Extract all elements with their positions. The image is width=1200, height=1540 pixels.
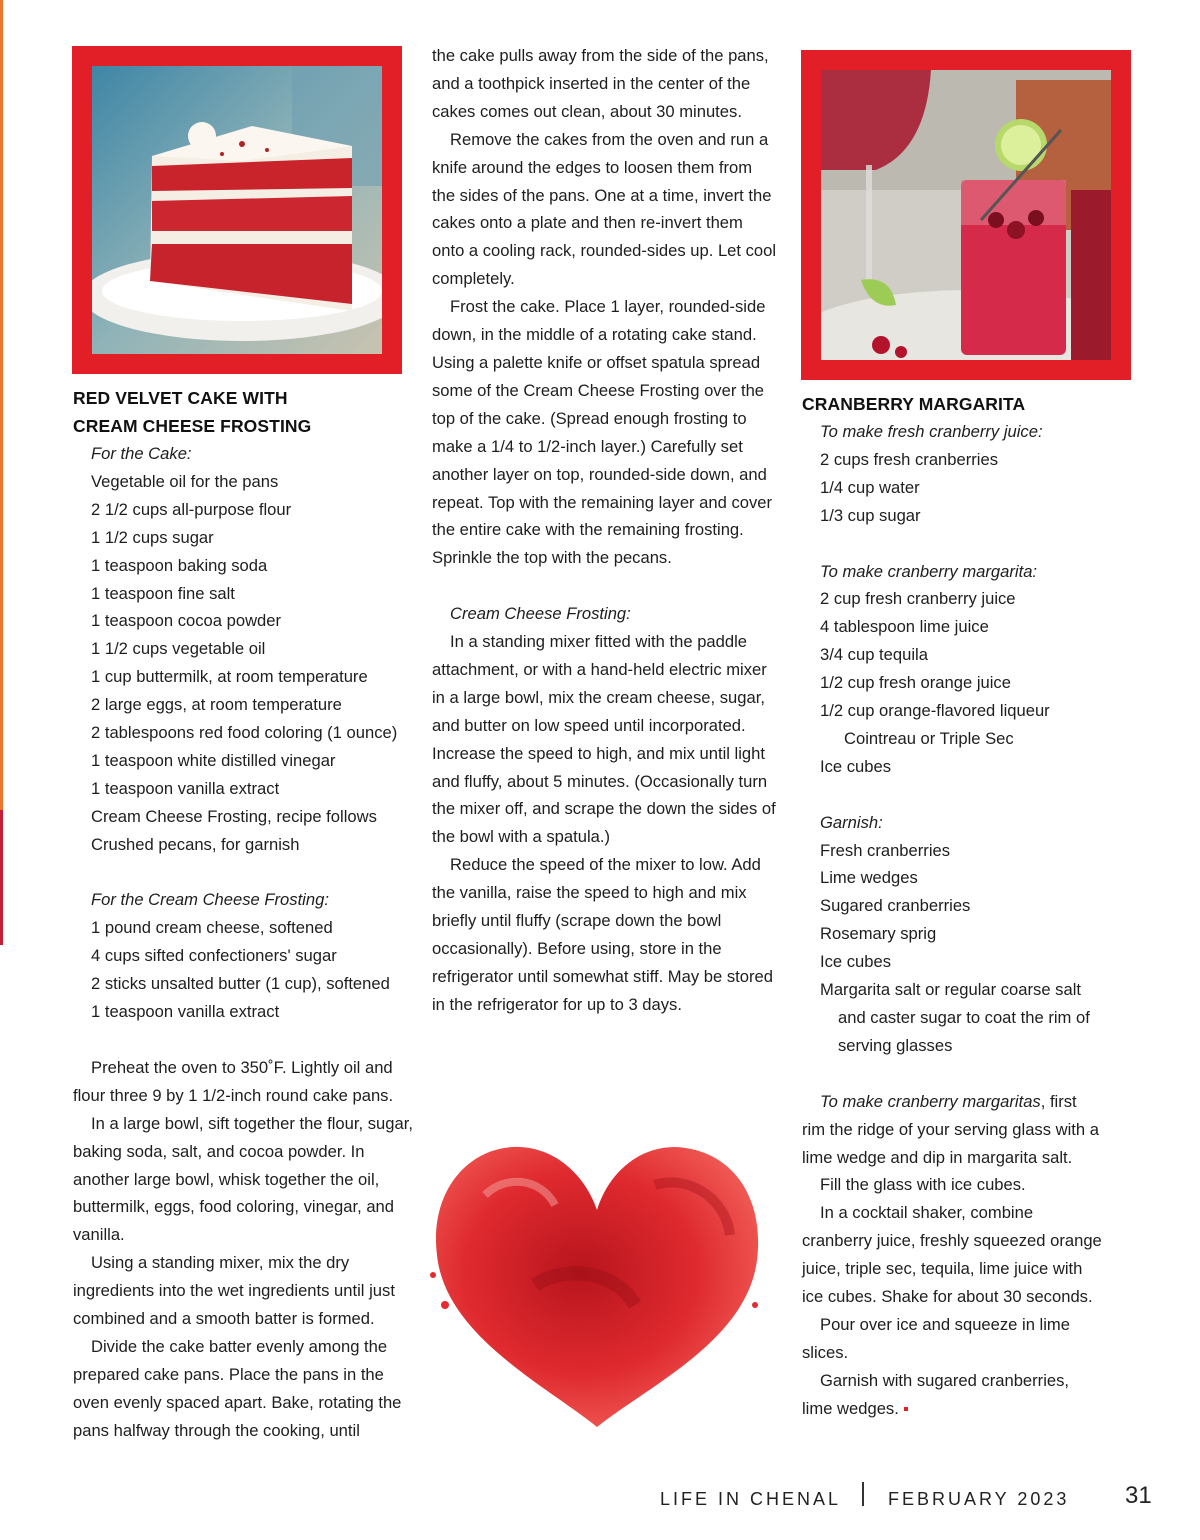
list-item: Cream Cheese Frosting, recipe follows [91,806,377,826]
list-item: 1/2 cup orange-flavored liqueur [820,701,1050,721]
list-item-continued: Cointreau or Triple Sec [844,728,1014,748]
margarita-subheading: To make cranberry margarita: [820,561,1038,581]
list-item: 4 tablespoon lime juice [820,617,989,637]
frosting-step-2: Reduce the speed of the mixer to low. Add the vanilla, raise the speed to high and mix briefly until fluffy (scrape down the bowl occasionally). Before using, store in the refrigerator until somewhat stiff. May be stored in the refrigerator for up to 3 days. [432,855,773,1014]
cake-step-6: Frost the cake. Place 1 layer, rounded-side down, in the middle of a rotating cake stand. Using a palette knife or offset spatula spread some of the Cream Cheese Frosting over the top of the cake. (Spread enough frosting to make a 1/4 to 1/2-inch layer.) Carefully set another layer on top, rounded-side down, and repeat. Top with the remaining layer and cover the entire cake with the remaining frosting. Sprinkle the top with the pecans. [432,297,773,568]
frosting-method-heading: Cream Cheese Frosting: [450,604,631,624]
frosting-ingredient-list [73,914,418,1026]
juice-subheading: To make fresh cranberry juice: [820,422,1043,441]
garnish-list [802,837,1102,1060]
list-item: 1 teaspoon fine salt [91,583,235,603]
list-item-continued: and caster sugar to coat the rim of serving glasses [838,1008,1090,1055]
list-item: Sugared cranberries [820,896,971,916]
list-item: 1 teaspoon cocoa powder [91,611,282,631]
juice-ingredient-list [802,446,1102,530]
cake-recipe-column-2 [432,42,777,1019]
cake-step-3: Using a standing mixer, mix the dry ingredients into the wet ingredients until just combined and a smooth batter is formed. [73,1253,395,1329]
margarita-ingredient-list [802,585,1102,780]
edge-accent-bar [0,0,3,810]
cake-photo-frame [72,46,402,374]
margarita-recipe-column [802,390,1102,1423]
list-item: Lime wedges [820,868,918,888]
list-item: 1 1/2 cups vegetable oil [91,639,266,659]
cake-step-1: Preheat the oven to 350˚F. Lightly oil and flour three 9 by 1 1/2-inch round cake pans. [73,1057,394,1105]
cake-step-4: Divide the cake batter evenly among the prepared cake pans. Place the pans in the oven evenly spaced apart. Bake, rotating the pans halfway through the cooking, until [73,1336,402,1440]
end-mark [904,1407,908,1411]
list-item: 1 teaspoon vanilla extract [91,1002,280,1022]
margarita-step-2: Fill the glass with ice cubes. [820,1175,1026,1195]
list-item: 1/4 cup water [820,477,920,497]
list-item: 3/4 cup tequila [820,645,928,665]
list-item: 1 pound cream cheese, softened [91,918,333,938]
list-item: 4 cups sifted confectioners' sugar [91,946,337,966]
list-item: Crushed pecans, for garnish [91,834,300,854]
frosting-step-1: In a standing mixer fitted with the paddle attachment, or with a hand-held electric mixer in a large bowl, mix the cream cheese, sugar, and butter on low speed until incorporated. Increase the speed to high, and mix until light and fluffy, about 5 minutes. (Occasionally turn the mixer off, and scrape the down the sides of the bowl with a spatula.) [432,632,776,847]
list-item: 1 1/2 cups sugar [91,527,214,547]
list-item: 1 teaspoon vanilla extract [91,778,280,798]
list-item: 1 teaspoon baking soda [91,555,268,575]
list-item: 2 large eggs, at room temperature [91,695,342,715]
margarita-step-3: In a cocktail shaker, combine cranberry juice, freshly squeezed orange juice, triple sec, tequila, lime juice with ice cubes. Shake for about 30 seconds. [802,1203,1102,1307]
magazine-name: LIFE IN CHENAL [660,1489,842,1509]
list-item: 2 tablespoons red food coloring (1 ounce) [91,723,398,743]
heart-illustration [425,1135,770,1435]
list-item: Fresh cranberries [820,840,951,860]
list-item: 2 cup fresh cranberry juice [820,589,1016,609]
edge-accent-bar-red [0,810,3,945]
list-item: 1/3 cup sugar [820,505,921,525]
cake-step-2: In a large bowl, sift together the flour, sugar, baking soda, salt, and cocoa powder. In another large bowl, whisk together the oil, buttermilk, eggs, food coloring, vinegar, and vanilla. [73,1113,413,1245]
cake-step-4-continued: the cake pulls away from the side of the pans, and a toothpick inserted in the center of the cakes comes out clean, about 30 minutes. [432,46,769,121]
page-number: 31 [1125,1482,1152,1509]
page-footer [660,1482,1180,1512]
margarita-step-5: Garnish with sugared cranberries, lime wedges. [802,1370,1070,1418]
cake-subheading: For the Cake: [91,444,192,463]
list-item: Margarita salt or regular coarse salt [820,980,1081,1000]
cake-step-5: Remove the cakes from the oven and run a knife around the edges to loosen them from the sides of the pans. One at a time, invert the cakes onto a plate and then re-invert them onto a cooling rack, rounded-sides up. Let cool completely. [432,129,777,289]
list-item: 1 cup buttermilk, at room temperature [91,667,368,687]
list-item: Ice cubes [820,952,892,972]
issue-date: FEBRUARY 2023 [888,1489,1070,1509]
cake-recipe-title: RED VELVET CAKE WITH CREAM CHEESE FROSTING [73,388,312,436]
margarita-step-1: To make cranberry margaritas, first rim the ridge of your serving glass with a lime wedge and dip in margarita salt. [802,1091,1099,1167]
list-item: 2 cups fresh cranberries [820,449,999,469]
list-item: Ice cubes [820,756,892,776]
list-item: 1 teaspoon white distilled vinegar [91,750,336,770]
cake-ingredient-list [73,468,418,859]
margarita-recipe-title: CRANBERRY MARGARITA [802,394,1026,414]
list-item: Vegetable oil for the pans [91,471,279,491]
frosting-subheading: For the Cream Cheese Frosting: [91,890,329,910]
list-item: 1/2 cup fresh orange juice [820,673,1011,693]
list-item: 2 1/2 cups all-purpose flour [91,499,292,519]
drink-photo [821,70,1111,360]
cake-recipe-column-1 [73,384,418,1445]
list-item: Rosemary sprig [820,924,937,944]
list-item: 2 sticks unsalted butter (1 cup), softened [91,974,390,994]
drink-photo-frame [801,50,1131,380]
margarita-step-4: Pour over ice and squeeze in lime slices. [802,1314,1070,1362]
footer-divider [862,1482,864,1506]
garnish-subheading: Garnish: [820,812,883,832]
cake-photo [92,66,382,354]
